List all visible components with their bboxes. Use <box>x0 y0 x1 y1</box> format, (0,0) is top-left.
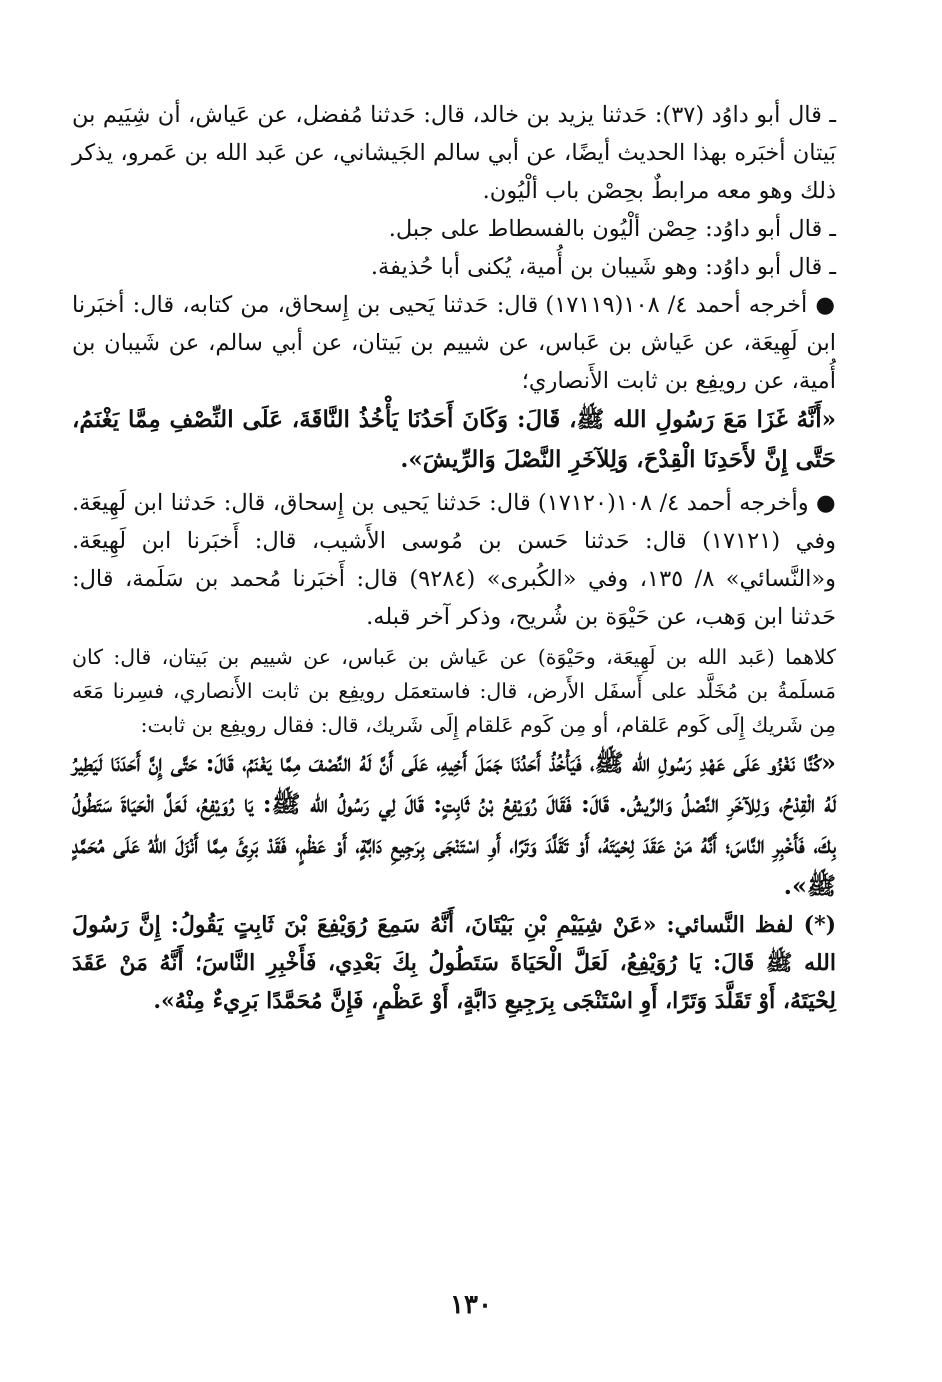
page-body <box>72 96 836 1020</box>
paragraph-ahmad-17120: ● وأخرجه أحمد ٤/ ١٠٨(١٧١٢٠) قال: حَدثنا يَحيى بن إِسحاق، قال: حَدثنا ابن لَهِيعَة. وفي (١٧١٢١) قال: حَدثنا حَسن بن مُوسى الأَشيب، قال: أَخبَرنا ابن لَهِيعَة. و«النَّسائي» ٨/ ١٣٥، وفي «الكُبرى» (٩٢٨٤) قال: أَخبَرنا مُحمد بن سَلَمة، قال: حَدثنا ابن وَهب، عن حَيْوَة بن شُريح، وذكر آخر قبله. <box>72 490 836 630</box>
hadith-text-2: «كُنَّا نَغْزُو عَلَى عَهْدِ رَسُولِ الله ﷺ، فَيَأْخُذُ أَحَدُنَا جَمَلَ أَخِيهِ، عَلَى أَنَّ لَهُ النِّصْفَ مِمَّا يَغْنَمُ، قَالَ: حَتَّى إِنَّ أَحَدَنَا لَيَطِيرُ لَهُ الْقِدْحُ، وَلِلآخَرِ النَّصْلُ وَالرِّيشُ. قَالَ: فَقَالَ رُوَيْفِعُ بْنُ ثَابِتٍ: قَالَ لِي رَسُولُ الله ﷺ: يَا رُوَيْفِعُ، لَعَلَّ الْحَيَاةَ سَتَطُولُ بِكَ، فَأَخْبِرِ النَّاسَ؛ أَنَّهُ مَنْ عَقَدَ لِحْيَتَهُ، أَوْ تَقَلَّدَ وَتَرًا، أَوِ اسْتَنْجَى بِرَجِيعِ دَابَّةٍ، أَوْ عَظْمٍ، فَقَدْ بَرِئَ مِمَّا أَنْزَلَ اللهُ عَلَى مُحَمَّدٍ ﷺ». <box>72 748 836 900</box>
page-number: ١٣٠ <box>450 1290 492 1320</box>
paragraph-abu-dawud-note-1: ـ قال أبو داوُد: حِصْن ألْيُون بالفسطاط على جبل. <box>388 216 836 242</box>
hadith-text-1: «أَنَّهُ غَزَا مَعَ رَسُولِ الله ﷺ، قَالَ: وَكَانَ أَحَدُنَا يَأْخُذُ النَّاقَةَ، عَلَى النِّصْفِ مِمَّا يَغْنَمُ، حَتَّى إِنَّ لأَحَدِنَا الْقِدْحَ، وَلِلآخَرِ النَّصْلَ وَالرِّيشَ». <box>72 406 836 473</box>
nasai-wording-note: (*) لفظ النَّسائي: «عَنْ شِيَيْمِ بْنِ بَيْتَانَ، أَنَّهُ سَمِعَ رُوَيْفِعَ بْنَ ثَابِتٍ يَقُولُ: إِنَّ رَسُولَ الله ﷺ قَالَ: يَا رُوَيْفِعُ، لَعَلَّ الْحَيَاةَ سَتَطُولُ بِكَ بَعْدِي، فَأَخْبِرِ النَّاسَ؛ أَنَّهُ مَنْ عَقَدَ لِحْيَتَهُ، أَوْ تَقَلَّدَ وَتَرًا، أَوِ اسْتَنْجَى بِرَجِيعِ دَابَّةٍ، أَوْ عَظْمٍ، فَإِنَّ مُحَمَّدًا بَرِيءٌ مِنْهُ». <box>72 912 836 1014</box>
paragraph-abu-dawud-note-2: ـ قال أبو داوُد: وهو شَيبان بن أُمية، يُكنى أبا حُذيفة. <box>370 254 836 280</box>
paragraph-abu-dawud-37: ـ قال أبو داوُد (٣٧): حَدثنا يزيد بن خالد، قال: حَدثنا مُفضل، عن عَياش، أن شِيَيم بن بَيتان أخبَره بهذا الحديث أيضًا، عن أبي سالم الجَيشاني، عن عَبد الله بن عَمرو، يذكر ذلك وهو معه مرابطٌ بحِصْن باب ألْيُون. <box>72 102 836 204</box>
paragraph-both-narrators: كلاهما (عَبد الله بن لَهِيعَة، وحَيْوَة) عن عَياش بن عَباس، عن شييم بن بَيتان، قال: كان مَسلَمةُ بن مُخَلَّد على أَسفَل الأَرض، قال: فاستعمَل رويفِع بن ثابت الأَنصاري، فسِرنا مَعَه مِن شَريك إِلَى كَوم عَلقام، أو مِن كَوم عَلقام إِلَى شَريك، قال: فقال رويفِع بن ثابت: <box>72 645 836 737</box>
paragraph-ahmad-17119: ● أخرجه أحمد ٤/ ١٠٨(١٧١١٩) قال: حَدثنا يَحيى بن إِسحاق، من كتابه، قال: أخبَرنا ابن لَهِيعَة، عن عَياش بن عَباس، عن شييم بن بَيتان، عن أبي سالم، عن شَيبان بن أُمية، عن رويفِع بن ثابت الأَنصاري؛ <box>72 292 836 394</box>
